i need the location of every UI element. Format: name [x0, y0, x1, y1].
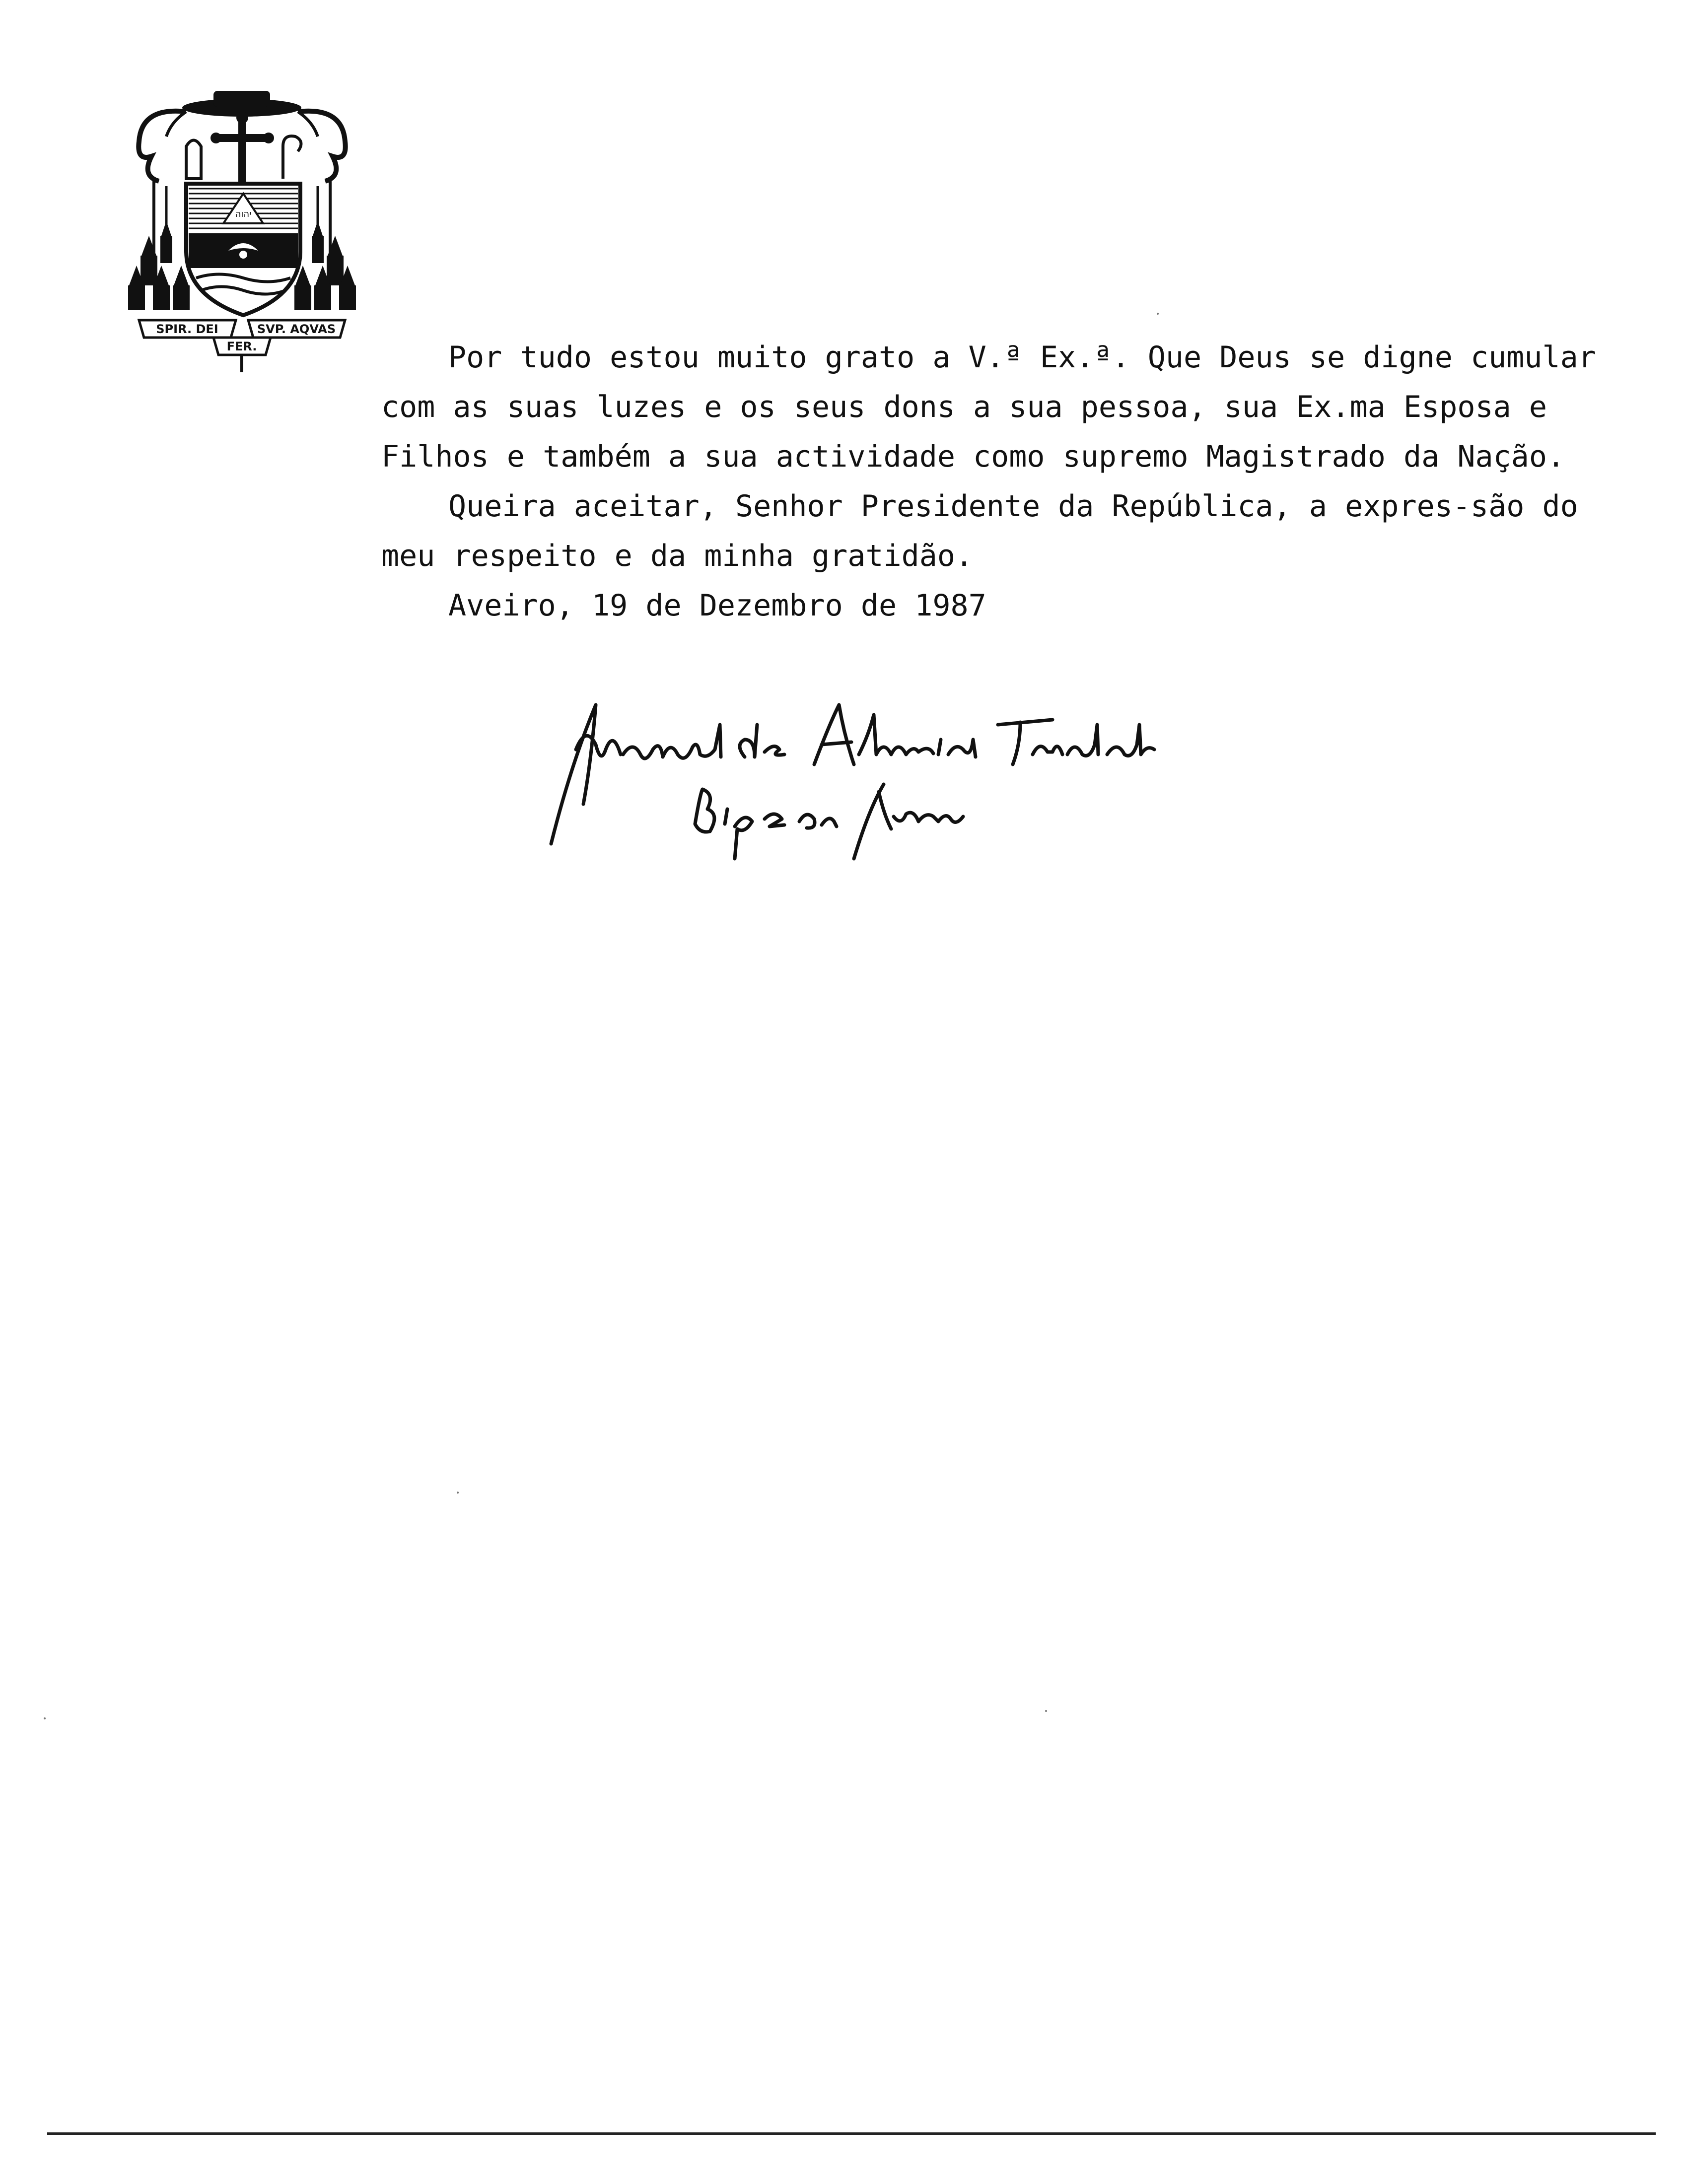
motto-center: FER. [226, 340, 257, 353]
scan-speck [1157, 313, 1159, 315]
handwritten-signature [536, 695, 1231, 884]
letter-body [381, 333, 1613, 630]
episcopal-coat-of-arms-icon [112, 87, 372, 385]
scan-speck [1045, 1710, 1047, 1712]
date-line: Aveiro, 19 de Dezembro de 1987 [448, 588, 986, 623]
footer-rule [47, 2132, 1656, 2135]
motto-left: SPIR. DEI [156, 322, 218, 336]
paragraph-gratitude: Por tudo estou muito grato a V.ª Ex.ª. Que Deus se digne cumular com as suas luzes e os seus dons a sua pessoa, sua Ex.ma Esposa e Filhos e também a sua actividade como supremo Magistrado da Nação. [381, 340, 1596, 474]
scan-speck [457, 1492, 459, 1494]
paragraph-closing: Queira aceitar, Senhor Presidente da República, a expres-são do meu respeito e da minha gratidão. [381, 489, 1578, 573]
motto-right: SVP. AQVAS [257, 322, 336, 336]
shield-inscription: יהוה [235, 209, 252, 219]
scan-speck [44, 1717, 46, 1719]
